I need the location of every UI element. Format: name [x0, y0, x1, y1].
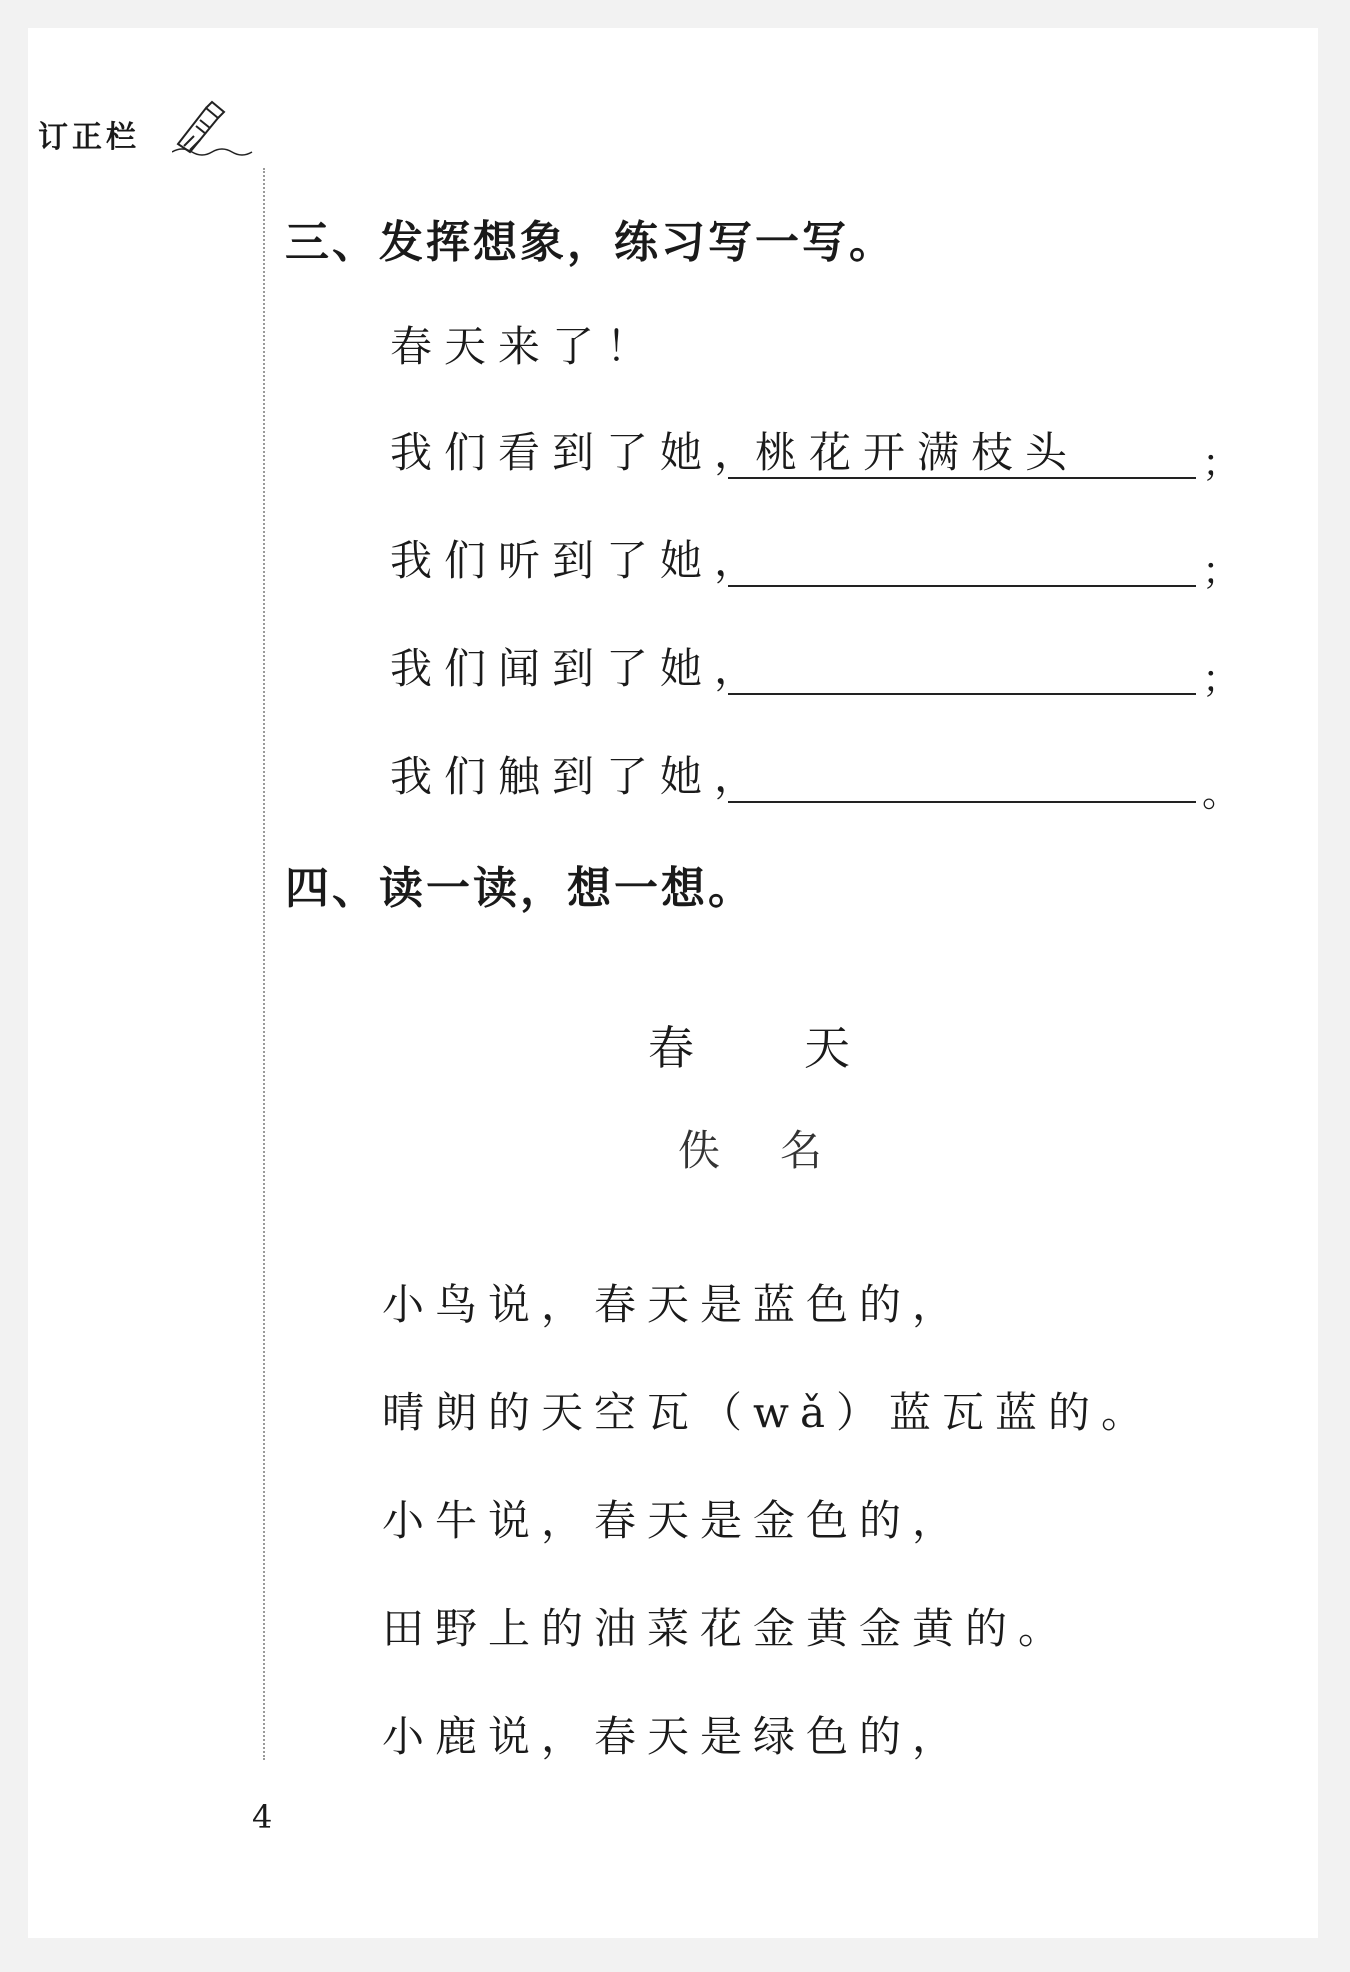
page-number: 4	[252, 1798, 273, 1836]
poem-line: 小鹿说，春天是绿色的，	[382, 1712, 966, 1761]
answer-blank-3[interactable]	[728, 693, 1196, 695]
line-end-punct-3: ；	[1202, 657, 1241, 701]
section-3-heading: 三、发挥想象，练习写一写。	[285, 217, 896, 268]
poem-line: 晴朗的天空瓦（wǎ）蓝瓦蓝的。	[382, 1388, 1154, 1437]
poem-line: 小鸟说，春天是蓝色的，	[382, 1280, 966, 1329]
prompt-line-2: 我们听到了她，	[390, 536, 769, 585]
line-end-punct-2: ；	[1202, 549, 1241, 593]
prompt-line-1: 我们看到了她，	[390, 428, 769, 477]
answer-text-1: 桃花开满枝头	[755, 428, 1080, 477]
answer-blank-2[interactable]	[728, 585, 1196, 587]
section-3-intro: 春天来了！	[390, 322, 661, 371]
poem-line: 小牛说，春天是金色的，	[382, 1496, 966, 1545]
poem-title: 春天	[648, 1021, 960, 1075]
poem-author: 佚名	[678, 1126, 883, 1175]
margin-divider	[263, 168, 265, 1760]
poem-line: 田野上的油菜花金黄金黄的。	[382, 1604, 1072, 1653]
correction-column-label: 订正栏	[38, 120, 140, 155]
answer-blank-4[interactable]	[728, 801, 1196, 803]
pencil-icon	[172, 96, 262, 156]
section-4-heading: 四、读一读，想一想。	[285, 863, 755, 914]
line-end-punct-1: ；	[1202, 441, 1241, 485]
prompt-line-3: 我们闻到了她，	[390, 644, 769, 693]
answer-blank-1[interactable]	[728, 477, 1196, 479]
line-end-punct-4: 。	[1202, 771, 1241, 815]
prompt-line-4: 我们触到了她，	[390, 752, 769, 801]
